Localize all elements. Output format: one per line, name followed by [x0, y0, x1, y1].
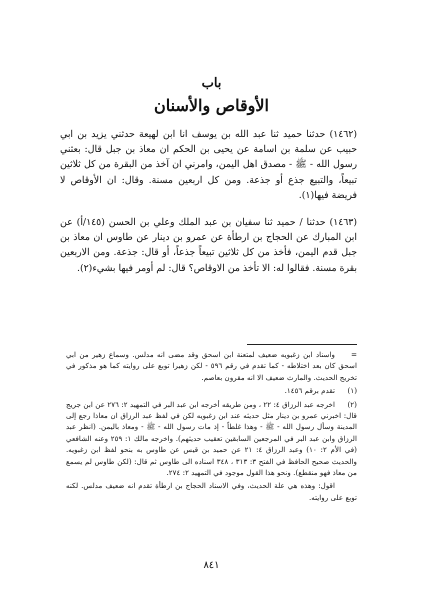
footnote-item — [66, 399, 357, 479]
footnote-text: واسناد ابن زغبويه ضعيف لمتعنة ابن اسحق وقد مضى انه مدلس. وسماع زهير من ابي اسحق كان بعد اختلاطه - كما تقدم في رقم ٥٩٦ - لكن زهيرا توبع على روايته كما هو مذكور في تخريج الحديث. والمارث ضعيف الا انه مقرون بعاصم. — [66, 350, 357, 382]
footnote-marker: (١) — [347, 386, 357, 396]
footnote-text: اخرجه عبد الرزاق ٤: ٢٢ ، ومن طريقه أخرجه ابن عبد البر في التمهيد ٢: ٢٧٦ عن ابن جريج قال: اخبرني عمرو بن دينار مثل حديثه عند ابن زغبويه لكن في لفظ عبد الرزاق ان معاذا رجع إلى المدينة وسأل رسول الله - ﷺ - وهذا غلطاً - إذ مات رسول الله - ﷺ - ومعاذ باليمن. (انظر عبد الرزاق وابن عبد البر في المرجعين السابقين تعقيب حديثهم). واخرجه مالك ١: ٢٥٩ وعنه الشافعي (في الأم ٢: ١٠) وعبد الرزاق ٤: ٢١ عن حميد بن قيس عن طاوس به بنحو لفظ ابن زغبويه. والحديث صحيح الحافظ في الفتح ٣: ٣١٣ ، ٣٤٨ اسناده الى طاوس ثم قال: (لكن طاوس لم يسمع من معاذ فهو منقطع). ونحو هذا القول موجود في التمهيد ٢: ٢٧٤. — [66, 399, 358, 478]
hadith-1463: (١٤٦٣) حدثنا / حميد ثنا سفيان بن عبد الملك وعلي بن الحسن (١٤٥/أ) عن ابن المبارك عن الحجاج بن ارطأة عن عمرو بن دينار عن طاوس ان معاذ بن جبل قدم اليمن، فأخذ من كل ثلاثين تبيعاً جذعاً، أو قال: جذعة. ومن الاربعين بقرة مسنة. فقالوا له: الا تأخذ من الاوقاص؟ قال: لم أومر فيها بشيء(٢). — [60, 217, 357, 274]
footnote-item — [66, 385, 357, 396]
footnotes — [66, 349, 357, 505]
footnote-text: اقول: وهذه هي علة الحديث، وفي الاسناد الحجاج بن ارطأة تقدم انه ضعيف مدلس. لكنه توبع على روايته. — [66, 481, 357, 502]
footnote-item — [66, 349, 357, 383]
footnote-divider — [247, 344, 357, 345]
hadith-1462: (١٤٦٢) حدثنا حميد ثنا عبد الله بن يوسف انا ابن لهيعة حدثني يزيد بن ابي حبيب عن سلمة بن اسامة عن يحيى بن الحكم ان معاذ بن جبل قال: بعثني رسول الله - ﷺ - مصدق اهل اليمن، وامرني ان آخذ من البقرة من كل ثلاثين تبيعاً، والتبيع جذع أو جذعة. ومن كل اربعين مسنة. وقال: ان الأوقاص لا فريضة فيها(١). — [60, 129, 357, 201]
chapter-title: الأوقاص والأسنان — [154, 96, 269, 115]
hadith-text — [60, 127, 357, 280]
footnote-marker: = — [350, 350, 357, 359]
footnote-marker: (٢) — [347, 399, 357, 409]
footnote-item — [66, 480, 357, 503]
page-number: ٨٤١ — [203, 560, 220, 571]
chapter-label: باب — [201, 76, 222, 91]
footnote-text: تقدم برقم ١٤٥٦. — [284, 386, 335, 396]
